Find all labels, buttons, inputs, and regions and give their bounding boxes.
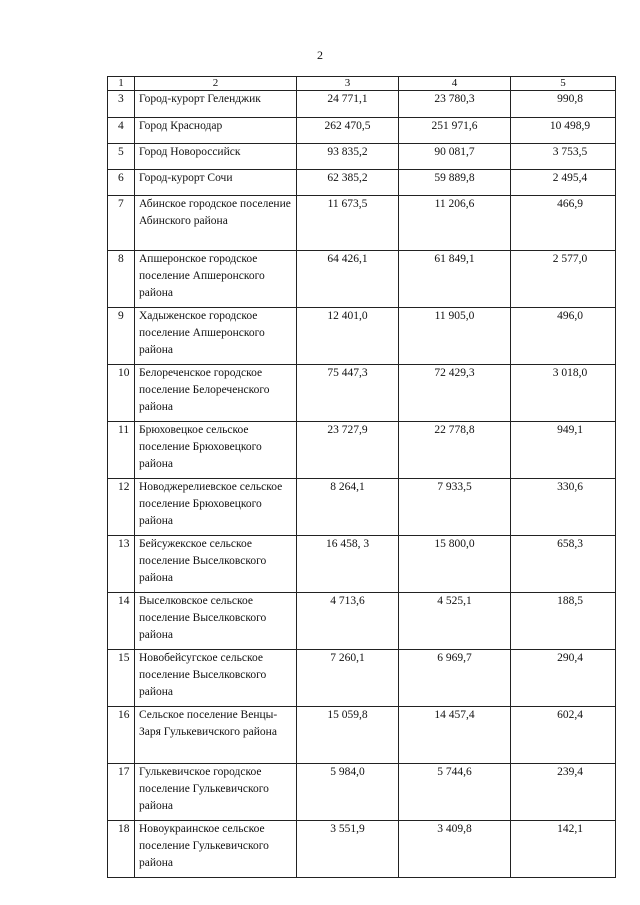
row-number-cell: 17 <box>108 764 135 821</box>
municipality-name-cell: Город Новороссийск <box>135 144 297 170</box>
municipality-name-cell: Новоукраинское сельское поселение Гулькевичского района <box>135 821 297 878</box>
column-4-value-cell: 59 889,8 <box>399 170 511 196</box>
column-4-value-cell: 61 849,1 <box>399 251 511 308</box>
row-number-cell: 15 <box>108 650 135 707</box>
municipality-name-cell: Гулькевичское городское поселение Гулькевичского района <box>135 764 297 821</box>
column-5-value-cell: 2 495,4 <box>511 170 616 196</box>
column-5-value-cell: 142,1 <box>511 821 616 878</box>
header-row <box>108 77 616 91</box>
column-3-value-cell: 7 260,1 <box>297 650 399 707</box>
column-4-value-cell: 11 905,0 <box>399 308 511 365</box>
column-3-value-cell: 75 447,3 <box>297 365 399 422</box>
row-number-cell: 6 <box>108 170 135 196</box>
column-4-value-cell: 251 971,6 <box>399 118 511 144</box>
column-5-value-cell: 239,4 <box>511 764 616 821</box>
column-5-value-cell: 290,4 <box>511 650 616 707</box>
column-3-value-cell: 93 835,2 <box>297 144 399 170</box>
column-5-value-cell: 2 577,0 <box>511 251 616 308</box>
column-4-value-cell: 4 525,1 <box>399 593 511 650</box>
municipality-name-cell: Новобейсугское сельское поселение Выселковского района <box>135 650 297 707</box>
column-3-value-cell: 24 771,1 <box>297 91 399 118</box>
row-number-cell: 10 <box>108 365 135 422</box>
column-5-value-cell: 990,8 <box>511 91 616 118</box>
row-number-cell: 9 <box>108 308 135 365</box>
column-4-value-cell: 22 778,8 <box>399 422 511 479</box>
row-number-cell: 13 <box>108 536 135 593</box>
page-number: 2 <box>317 48 323 62</box>
column-3-value-cell: 8 264,1 <box>297 479 399 536</box>
column-4-value-cell: 5 744,6 <box>399 764 511 821</box>
column-4-value-cell: 23 780,3 <box>399 91 511 118</box>
column-5-value-cell: 658,3 <box>511 536 616 593</box>
row-number-cell: 11 <box>108 422 135 479</box>
municipality-name-cell: Брюховецкое сельское поселение Брюховецкого района <box>135 422 297 479</box>
column-5-value-cell: 188,5 <box>511 593 616 650</box>
column-5-value-cell: 496,0 <box>511 308 616 365</box>
row-number-cell: 12 <box>108 479 135 536</box>
table-row <box>108 422 616 479</box>
municipality-name-cell: Город-курорт Геленджик <box>135 91 297 118</box>
row-number-cell: 7 <box>108 196 135 251</box>
column-5-value-cell: 466,9 <box>511 196 616 251</box>
column-4-value-cell: 7 933,5 <box>399 479 511 536</box>
municipality-name-cell: Абинское городское поселение Абинского района <box>135 196 297 251</box>
column-3-value-cell: 11 673,5 <box>297 196 399 251</box>
table-row <box>108 144 616 170</box>
municipality-name-cell: Выселковское сельское поселение Выселковского района <box>135 593 297 650</box>
table-row <box>108 650 616 707</box>
table-row <box>108 91 616 118</box>
header-cell: 3 <box>297 77 399 91</box>
municipality-name-cell: Город-курорт Сочи <box>135 170 297 196</box>
column-4-value-cell: 3 409,8 <box>399 821 511 878</box>
column-5-value-cell: 330,6 <box>511 479 616 536</box>
table-row <box>108 593 616 650</box>
table-row <box>108 821 616 878</box>
municipality-name-cell: Апшеронское городское поселение Апшеронского района <box>135 251 297 308</box>
budget-table <box>107 76 616 878</box>
column-3-value-cell: 5 984,0 <box>297 764 399 821</box>
municipality-name-cell: Белореченское городское поселение Белореченского района <box>135 365 297 422</box>
column-4-value-cell: 90 081,7 <box>399 144 511 170</box>
column-3-value-cell: 4 713,6 <box>297 593 399 650</box>
municipality-name-cell: Бейсужекское сельское поселение Выселковского района <box>135 536 297 593</box>
column-5-value-cell: 602,4 <box>511 707 616 764</box>
column-3-value-cell: 62 385,2 <box>297 170 399 196</box>
column-4-value-cell: 72 429,3 <box>399 365 511 422</box>
column-5-value-cell: 3 018,0 <box>511 365 616 422</box>
row-number-cell: 14 <box>108 593 135 650</box>
header-cell: 2 <box>135 77 297 91</box>
row-number-cell: 3 <box>108 91 135 118</box>
header-cell: 5 <box>511 77 616 91</box>
column-5-value-cell: 10 498,9 <box>511 118 616 144</box>
table-row <box>108 536 616 593</box>
column-4-value-cell: 15 800,0 <box>399 536 511 593</box>
row-number-cell: 18 <box>108 821 135 878</box>
table-row <box>108 251 616 308</box>
table-row <box>108 764 616 821</box>
municipality-name-cell: Новоджерелиевское сельское поселение Брюховецкого района <box>135 479 297 536</box>
column-4-value-cell: 11 206,6 <box>399 196 511 251</box>
column-3-value-cell: 23 727,9 <box>297 422 399 479</box>
header-cell: 1 <box>108 77 135 91</box>
column-3-value-cell: 16 458, 3 <box>297 536 399 593</box>
row-number-cell: 16 <box>108 707 135 764</box>
column-3-value-cell: 12 401,0 <box>297 308 399 365</box>
column-4-value-cell: 14 457,4 <box>399 707 511 764</box>
table-row <box>108 479 616 536</box>
column-3-value-cell: 262 470,5 <box>297 118 399 144</box>
municipality-name-cell: Сельское поселение Венцы-Заря Гулькевичского района <box>135 707 297 764</box>
row-number-cell: 5 <box>108 144 135 170</box>
row-number-cell: 8 <box>108 251 135 308</box>
column-3-value-cell: 3 551,9 <box>297 821 399 878</box>
column-5-value-cell: 949,1 <box>511 422 616 479</box>
table-row <box>108 118 616 144</box>
table-row <box>108 365 616 422</box>
municipality-name-cell: Хадыженское городское поселение Апшеронского района <box>135 308 297 365</box>
table-row <box>108 308 616 365</box>
column-3-value-cell: 15 059,8 <box>297 707 399 764</box>
municipality-name-cell: Город Краснодар <box>135 118 297 144</box>
row-number-cell: 4 <box>108 118 135 144</box>
table-row <box>108 707 616 764</box>
header-cell: 4 <box>399 77 511 91</box>
column-5-value-cell: 3 753,5 <box>511 144 616 170</box>
column-3-value-cell: 64 426,1 <box>297 251 399 308</box>
column-4-value-cell: 6 969,7 <box>399 650 511 707</box>
table-row <box>108 196 616 251</box>
table-row <box>108 170 616 196</box>
